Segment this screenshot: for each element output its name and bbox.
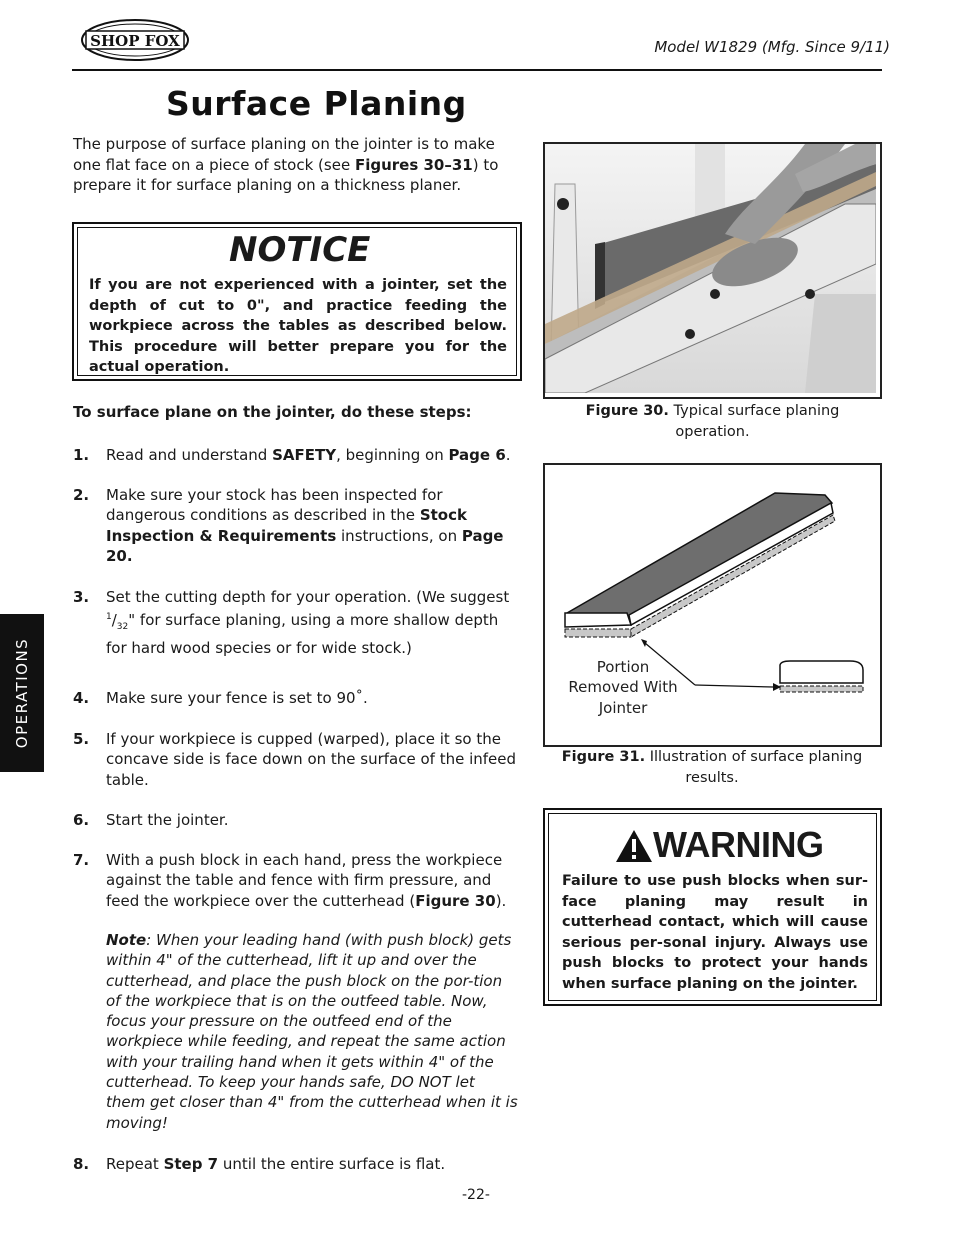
header-rule bbox=[72, 69, 882, 71]
section-tab bbox=[0, 614, 44, 772]
warning-body: Failure to use push blocks when sur-face planing may result in cutterhead contact, which will cause serious per-sonal injury. Always use push blocks to protect your hands when surface planing on the jointer. bbox=[562, 873, 868, 992]
callout-line-2: Removed With bbox=[568, 678, 678, 696]
warning-title: WARNING bbox=[653, 824, 824, 865]
page-title: Surface Planing bbox=[166, 84, 467, 123]
intro-paragraph: The purpose of surface planing on the jointer is to make one flat face on a piece of stock (see Figures 30–31) to prepare it for surface planing on a thickness planer. bbox=[73, 135, 499, 194]
warning-box bbox=[543, 808, 882, 1006]
notice-body: If you are not experienced with a jointer, set the depth of cut to 0", and practice feeding the workpiece across the tables as described below. This procedure will better prepare you for the actual operation. bbox=[89, 277, 507, 375]
warning-triangle-icon bbox=[614, 828, 654, 864]
notice-box bbox=[72, 222, 522, 381]
logo-text: SHOP FOX bbox=[90, 32, 180, 50]
callout-line-1: Portion bbox=[596, 658, 650, 676]
shop-fox-logo bbox=[80, 18, 190, 62]
figure-31-illustration bbox=[543, 463, 882, 747]
callout-line-3: Jointer bbox=[598, 699, 648, 717]
step-7-note: Note: When your leading hand (with push block) gets within 4" of the cutterhead, lift it up and over the cutterhead, and place the push block on the por-tion of the workpiece that is on the outfeed table. Now, focus your pressure on the outfeed end of the workpiece while feeding, and repeat the same action with your trailing hand when it gets within 4" of the cutterhead. To keep your hands safe, DO NOT let them get closer than 4" from the cutterhead when it is moving! bbox=[106, 931, 518, 1132]
steps-heading: To surface plane on the jointer, do these steps: bbox=[73, 403, 472, 421]
section-tab-label: OPERATIONS bbox=[13, 637, 31, 749]
model-number: Model W1829 (Mfg. Since 9/11) bbox=[654, 38, 890, 56]
page-number: -22- bbox=[462, 1187, 490, 1203]
notice-title: NOTICE bbox=[229, 230, 371, 270]
figure-30-caption: Figure 30. Typical surface planing operation. bbox=[585, 403, 840, 440]
figure-30-photo bbox=[543, 142, 882, 399]
figure-31-caption: Figure 31. Illustration of surface planing results. bbox=[561, 749, 863, 786]
